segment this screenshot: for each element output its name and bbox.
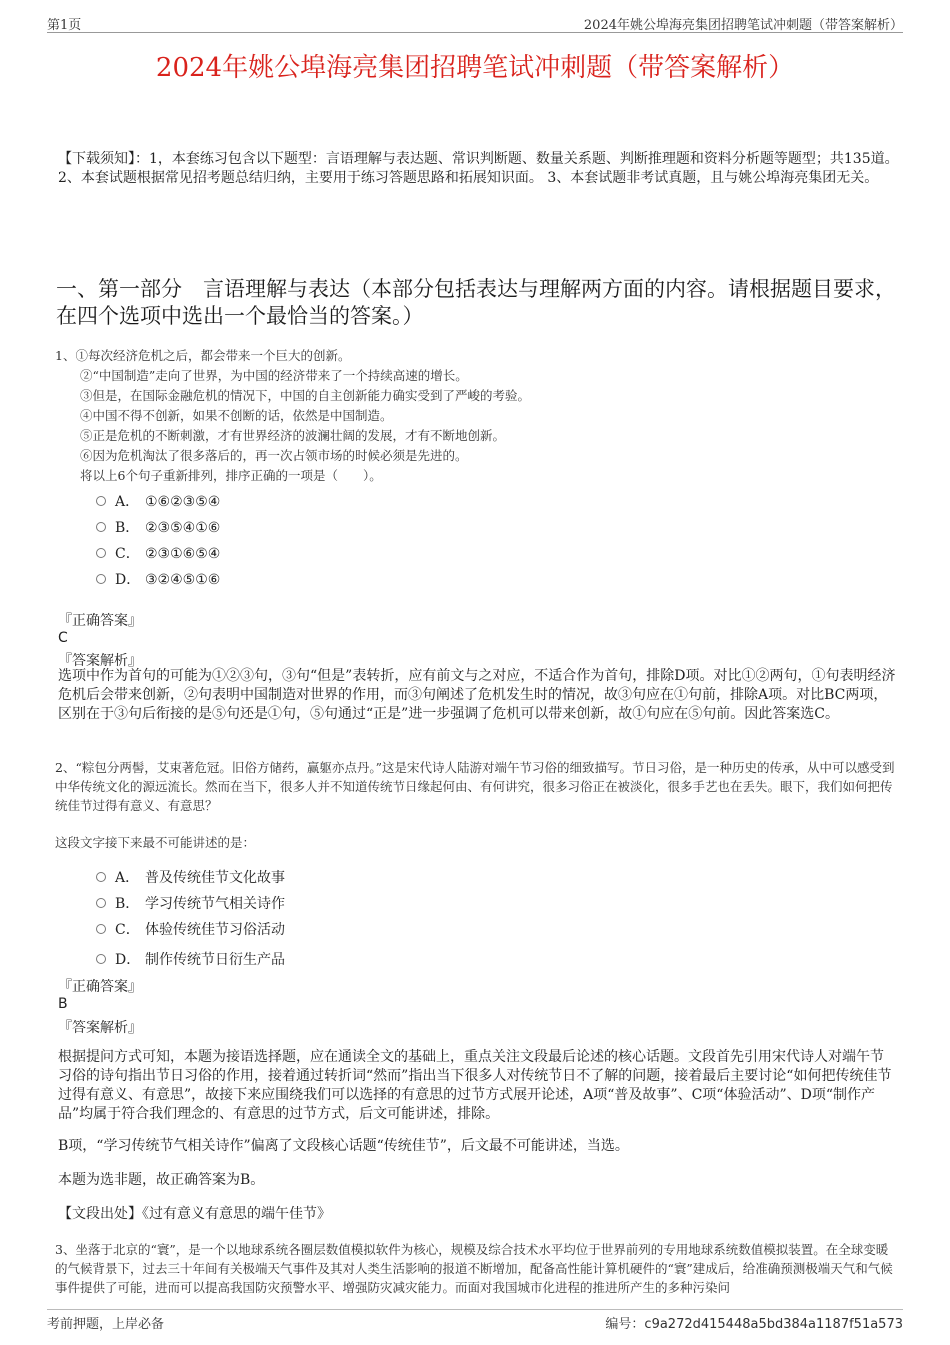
- header-divider: [47, 32, 903, 33]
- radio-icon[interactable]: [96, 496, 106, 506]
- footer-slogan: 考前押题，上岸必备: [47, 1317, 165, 1332]
- q1-option-d[interactable]: D． ③②④⑤①⑥: [96, 569, 220, 589]
- radio-icon[interactable]: [96, 522, 106, 532]
- q1-prompt: 将以上6个句子重新排列，排序正确的一项是（ ）。: [80, 468, 382, 483]
- radio-icon[interactable]: [96, 924, 106, 934]
- q1-line-2: ②“中国制造”走向了世界，为中国的经济带来了一个持续高速的增长。: [80, 368, 468, 383]
- q1-analysis-label: 『答案解析』: [58, 653, 142, 669]
- page-title: 2024年姚公埠海亮集团招聘笔试冲刺题（带答案解析）: [155, 53, 795, 83]
- page-number: 第1页: [47, 18, 82, 33]
- radio-icon[interactable]: [96, 574, 106, 584]
- q2-source: 【文段出处】《过有意义有意思的端午佳节》: [58, 1206, 331, 1222]
- q1-line-3: ③但是，在国际金融危机的情况下，中国的自主创新能力确实受到了严峻的考验。: [80, 388, 531, 403]
- q2-analysis-p3: 本题为选非题，故正确答案为B。: [58, 1172, 265, 1188]
- radio-icon[interactable]: [96, 872, 106, 882]
- header-doc-title: 2024年姚公埠海亮集团招聘笔试冲刺题（带答案解析）: [583, 18, 903, 33]
- section-heading: 一、第一部分 言语理解与表达（本部分包括表达与理解两方面的内容。请根据题目要求，在四个选项中选出一个最恰当的答案。）: [56, 277, 896, 328]
- q1-option-a[interactable]: A． ①⑥②③⑤④: [96, 491, 220, 511]
- download-notice: 【下载须知】：1，本套练习包含以下题型：言语理解与表达题、常识判断题、数量关系题、判断推理题和资料分析题等题型；共135道。 2、本套试题根据常见招考题总结归纳，主要用于练习答题思路和拓展知识面。 3、本套试题非考试真题，且与姚公埠海亮集团无关。: [58, 151, 899, 186]
- q1-line-1: 1、①每次经济危机之后，都会带来一个巨大的创新。: [55, 348, 351, 363]
- footer-divider: [47, 1309, 903, 1310]
- q1-option-b[interactable]: B． ②③⑤④①⑥: [96, 517, 220, 537]
- q2-option-d[interactable]: D． 制作传统节日衍生产品: [96, 949, 285, 969]
- q2-option-a[interactable]: A． 普及传统佳节文化故事: [96, 867, 285, 887]
- q1-line-4: ④中国不得不创新，如果不创断的话，依然是中国制造。: [80, 408, 393, 423]
- radio-icon[interactable]: [96, 898, 106, 908]
- q2-stem: 2、“粽包分两髻，艾束著危冠。旧俗方储药，赢躯亦点丹。”这是宋代诗人陆游对端午节习俗的细致描写。节日习俗，是一种历史的传承，从中可以感受到中华传统文化的源远流长。然而在当下，很多人并不知道传统节日缘起何由、有何讲究，很多习俗正在被淡化，很多手艺也在丢失。眼下，我们如何把传统佳节过得有意义、有意思？: [55, 760, 895, 813]
- q1-answer-label: 『正确答案』: [58, 613, 142, 629]
- q2-analysis-label: 『答案解析』: [58, 1020, 142, 1036]
- q1-analysis: 选项中作为首句的可能为①②③句，③句“但是”表转折，应有前文与之对应，不适合作为首句，排除D项。对比①②两句，①句表明经济危机后会带来创新，②句表明中国制造对世界的作用，而③句阐述了危机发生时的情况，故③句应在①句前，排除A项。对比BC两项，区别在于③句后衔接的是⑤句还是①句，⑤句通过“正是”进一步强调了危机可以带来创新，故①句应在⑤句前。因此答案选C。: [58, 668, 896, 722]
- footer-code-label: 编号：: [605, 1317, 645, 1332]
- q2-option-c[interactable]: C． 体验传统佳节习俗活动: [96, 919, 285, 939]
- radio-icon[interactable]: [96, 548, 106, 558]
- q2-answer: B: [58, 996, 68, 1012]
- q1-line-6: ⑥因为危机淘汰了很多落后的，再一次占领市场的时候必须是先进的。: [80, 448, 468, 463]
- footer-code: [605, 1313, 903, 1332]
- q2-question: 这段文字接下来最不可能讲述的是：: [55, 835, 256, 850]
- q1-option-c[interactable]: C． ②③①⑥⑤④: [96, 543, 220, 563]
- footer-code-value: c9a272d415448a5bd384a1187f51a573: [644, 1317, 903, 1332]
- q2-analysis-p1: 根据提问方式可知，本题为接语选择题，应在通读全文的基础上，重点关注文段最后论述的核心话题。文段首先引用宋代诗人对端午节习俗的诗句指出节日习俗的作用，接着通过转折词“然而”指出当下很多人对传统节日不了解的问题，接着最后主要讨论“如何把传统佳节过得有意义、有意思”，故接下来应围绕我们可以选择的有意思的过节方式展开论述，A项“普及故事”、C项“体验活动”、D项“制作产品”均属于符合我们理念的、有意思的过节方式，后文可能讲述，排除。: [58, 1049, 892, 1122]
- q3-stem: 3、坐落于北京的“寰”，是一个以地球系统各圈层数值模拟软件为核心，规模及综合技术水平均位于世界前列的专用地球系统数值模拟装置。在全球变暖的气候背景下，过去三十年间有关极端天气事件及其对人类生活影响的报道不断增加，配备高性能计算机硬件的“寰”建成后，给准确预测极端天气和气候事件提供了可能，进而可以提高我国防灾预警水平、增强防灾减灾能力。而面对我国城市化进程的推进所产生的多种污染问: [55, 1242, 893, 1295]
- q2-option-b[interactable]: B． 学习传统节气相关诗作: [96, 893, 285, 913]
- q1-line-5: ⑤正是危机的不断刺激，才有世界经济的波澜壮阔的发展，才有不断地创新。: [80, 428, 506, 443]
- q1-answer: C: [58, 630, 68, 646]
- radio-icon[interactable]: [96, 954, 106, 964]
- q2-analysis-p2: B项，“学习传统节气相关诗作”偏离了文段核心话题“传统佳节”，后文最不可能讲述，当选。: [58, 1138, 629, 1154]
- q2-answer-label: 『正确答案』: [58, 979, 142, 995]
